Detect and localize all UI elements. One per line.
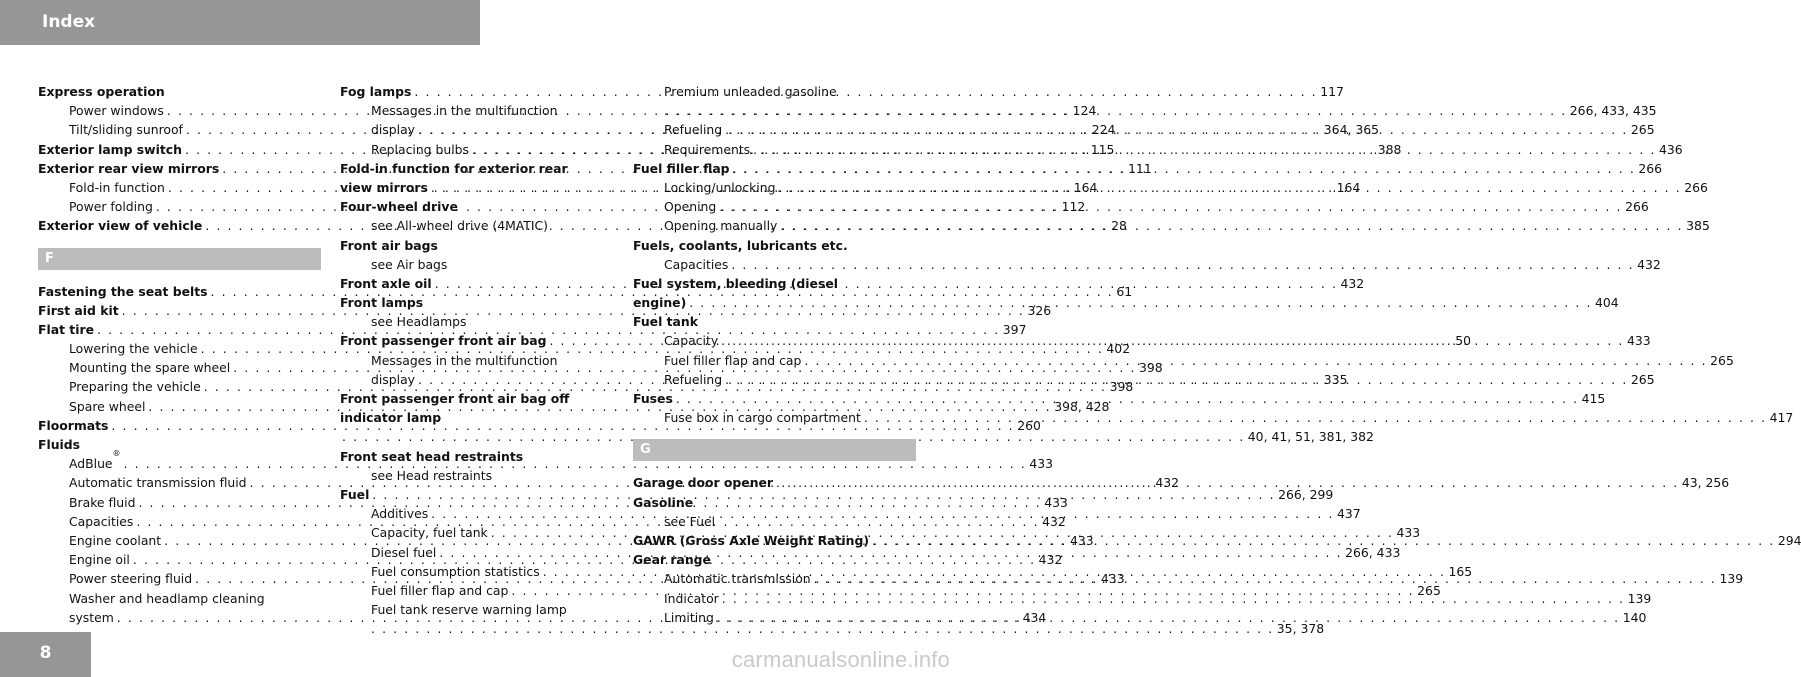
dot-leader — [775, 178, 1684, 197]
index-subentry — [633, 512, 916, 531]
page-reference: 433 — [1626, 333, 1651, 349]
index-term: Front seat head restraints — [340, 448, 524, 464]
header-bar — [0, 0, 480, 45]
index-term: AdBlue — [69, 456, 113, 472]
index-term: Fuel filler flap — [633, 160, 730, 176]
registered-mark: ® — [112, 449, 121, 459]
index-entry — [633, 236, 916, 255]
index-term: Washer and headlamp cleaning — [69, 590, 265, 606]
dot-leader — [811, 569, 1720, 588]
index-term: Locking/unlocking — [664, 179, 776, 195]
index-entry — [340, 447, 623, 466]
dot-leader — [728, 255, 1637, 274]
index-term: Fold-in function for exterior rear — [340, 160, 568, 176]
dot-leader — [673, 389, 1582, 408]
page-reference: 294 — [1777, 532, 1801, 548]
dot-leader — [722, 370, 1631, 389]
index-term: Brake fluid — [69, 494, 136, 510]
index-term: Tilt/sliding sunroof — [69, 122, 183, 138]
index-subentry — [340, 351, 623, 370]
index-term: GAWR (Gross Axle Weight Rating) — [633, 532, 870, 548]
page-reference: 417 — [1769, 410, 1794, 426]
page-title: Index — [42, 12, 96, 32]
dot-leader — [750, 140, 1659, 159]
page-reference: 266 — [1625, 199, 1649, 215]
page-reference: 35, 378 — [1276, 621, 1325, 637]
index-term: Fluids — [38, 437, 81, 452]
index-term: Gear range — [633, 552, 711, 568]
index-term: Front air bags — [340, 237, 438, 253]
index-entry — [633, 550, 916, 569]
index-term: Fuels, coolants, lubricants etc. — [633, 237, 848, 253]
page-number-box — [0, 632, 91, 677]
index-term: Preparing the vehicle — [69, 379, 201, 395]
index-term: Power windows — [69, 103, 164, 119]
index-subentry — [340, 312, 623, 331]
index-term: Engine coolant — [69, 532, 162, 548]
index-subentry — [633, 255, 1661, 274]
index-term: Diesel fuel — [371, 544, 437, 560]
index-term: display — [371, 371, 415, 387]
page-reference: 265 — [1630, 371, 1655, 387]
page-reference: 404 — [1595, 295, 1619, 311]
index-term: Refueling — [664, 371, 723, 387]
page-reference: 139 — [1627, 590, 1652, 606]
page-reference: 433 — [1069, 532, 1094, 548]
watermark: carmanualsonline.info — [731, 647, 950, 672]
index-subentry — [340, 600, 623, 619]
page-reference: 364, 365 — [1323, 122, 1379, 138]
index-entry — [340, 389, 623, 408]
index-term: Capacities — [69, 513, 134, 529]
page-reference: 165 — [1448, 563, 1473, 579]
index-entry — [633, 493, 916, 512]
page-reference: 433 — [1396, 525, 1421, 541]
dot-leader — [861, 408, 1770, 427]
index-term: Mounting the spare wheel — [69, 360, 231, 376]
dot-leader — [718, 331, 1627, 350]
index-term: Opening — [664, 199, 717, 215]
page-reference: 432 — [1042, 513, 1066, 529]
page-reference: 433 — [1044, 494, 1068, 510]
page-reference: 398 — [1138, 360, 1163, 376]
index-term: see Air bags — [371, 256, 448, 272]
index-term: Fuses — [633, 391, 673, 406]
index-term: Opening manually — [664, 218, 778, 234]
page-reference: 265 — [1630, 122, 1655, 138]
index-term: see All-wheel drive (4MATIC) — [371, 218, 549, 234]
page-reference: 437 — [1336, 506, 1361, 522]
page-reference: 117 — [1320, 84, 1344, 99]
index-term: Refueling — [664, 122, 723, 138]
index-subentry — [340, 101, 623, 120]
page-reference: 335 — [1323, 371, 1348, 387]
index-term: Flat tire — [38, 321, 94, 337]
page-reference: 415 — [1581, 391, 1606, 406]
index-term: Power steering fluid — [69, 571, 193, 587]
dot-leader — [722, 120, 1631, 139]
index-term: Four-wheel drive — [340, 199, 458, 215]
page-reference: 140 — [1622, 609, 1647, 625]
index-entry — [38, 82, 321, 101]
page-reference: 432 — [1155, 475, 1179, 491]
index-term: Exterior lamp switch — [38, 141, 182, 157]
page-reference: 266 — [1638, 160, 1663, 176]
index-term: Floormats — [38, 417, 109, 433]
page-reference: 402 — [1106, 341, 1131, 357]
index-term: indicator lamp — [340, 410, 442, 426]
index-term: Messages in the multifunction — [371, 103, 558, 119]
index-term: Fuel filler flap and cap — [371, 582, 509, 598]
page-reference: 115 — [1090, 141, 1115, 157]
dot-leader — [777, 216, 1686, 235]
index-term: Fog lamps — [340, 84, 412, 99]
index-entry — [340, 408, 623, 427]
index-term: Lowering the vehicle — [69, 341, 198, 357]
index-term: Requirements — [664, 141, 751, 157]
dot-leader — [730, 159, 1639, 178]
index-term: Indicator — [664, 590, 719, 606]
index-term: Engine oil — [69, 552, 130, 568]
index-term: Automatic transmission fluid — [69, 475, 247, 491]
index-term: Limiting — [664, 609, 714, 625]
index-subentry — [633, 82, 916, 101]
index-entry — [340, 236, 623, 255]
dot-leader — [719, 589, 1628, 608]
index-entry — [340, 197, 623, 216]
index-term: Garage door opener — [633, 475, 774, 491]
page-reference: 432 — [1038, 552, 1063, 568]
section-header — [38, 248, 321, 270]
page-reference: 112 — [1061, 199, 1086, 215]
page-reference: 139 — [1719, 571, 1744, 587]
page-reference: 432 — [1637, 256, 1661, 272]
page-reference: 388 — [1377, 141, 1402, 157]
index-term: Front passenger front air bag off — [340, 391, 570, 406]
index-term: Capacities — [664, 256, 729, 272]
index-term: Power folding — [69, 199, 153, 215]
dot-leader — [869, 531, 1778, 550]
page-reference: 398, 428 — [1054, 398, 1110, 414]
index-entry — [633, 312, 916, 331]
dot-leader — [686, 293, 1595, 312]
index-entry — [633, 473, 1730, 492]
index-term: engine) — [633, 295, 687, 311]
index-subentry — [340, 216, 623, 235]
dot-leader — [664, 101, 1570, 120]
index-term: Fuel filler flap and cap — [664, 352, 802, 368]
index-term: Fastening the seat belts — [38, 283, 208, 299]
index-term: see Head restraints — [371, 467, 493, 483]
index-entry — [633, 274, 916, 293]
page-reference: 266, 433 — [1345, 544, 1401, 560]
page-reference: 433 — [1100, 571, 1125, 587]
page-reference: 266, 433, 435 — [1569, 103, 1657, 119]
page-reference: 433 — [1029, 456, 1053, 472]
index-term: Capacity, fuel tank — [371, 525, 488, 541]
index-page-ref-line — [340, 619, 1325, 638]
index-term: Replacing bulbs — [371, 141, 469, 157]
index-term: Capacity — [664, 333, 719, 349]
index-term: Automatic transmission — [664, 571, 811, 587]
page-reference: 40, 41, 51, 381, 382 — [1247, 429, 1374, 445]
page-reference: 265 — [1710, 352, 1734, 368]
index-term: Additives — [371, 506, 429, 522]
section-letter: F — [45, 250, 54, 266]
index-term: display — [371, 122, 415, 138]
index-term: Premium unleaded gasoline — [664, 84, 837, 99]
page-reference: 398 — [1109, 379, 1134, 395]
index-term: Front lamps — [340, 295, 424, 311]
page-reference: 164 — [1336, 179, 1361, 195]
index-term: First aid kit — [38, 302, 119, 318]
page-reference: 265 — [1417, 582, 1441, 598]
section-letter: G — [640, 442, 651, 458]
dot-leader — [773, 473, 1682, 492]
dot-leader — [716, 197, 1625, 216]
index-entry — [340, 293, 623, 312]
dot-leader — [714, 608, 1623, 627]
page-reference: 43, 256 — [1681, 475, 1730, 491]
page-reference: 397 — [1002, 321, 1027, 337]
index-term: Express operation — [38, 84, 165, 99]
index-term: Fuel tank — [633, 314, 698, 330]
page-reference: 111 — [1128, 160, 1152, 176]
page-reference: 436 — [1658, 141, 1683, 157]
page-reference: 434 — [1022, 609, 1047, 625]
index-term: Fuel — [340, 486, 370, 502]
page-reference: 164 — [1073, 179, 1098, 195]
section-header — [633, 439, 916, 461]
page-reference: 28 — [1111, 218, 1127, 234]
page-reference: 266 — [1684, 179, 1708, 195]
index-subentry — [38, 589, 321, 608]
index-term: Fuse box in cargo compartment — [664, 410, 861, 426]
dot-leader — [801, 351, 1710, 370]
page-reference: 432 — [1340, 275, 1365, 291]
page-reference: 124 — [1072, 103, 1097, 119]
index-term: Fuel system, bleeding (diesel — [633, 275, 838, 291]
page-reference: 224 — [1091, 122, 1116, 138]
index-subentry — [340, 255, 623, 274]
index-term: Fuel consumption statistics — [371, 563, 540, 579]
index-term: Fold-in function — [69, 179, 165, 195]
index-subentry — [340, 466, 623, 485]
page-reference: 50 — [1455, 333, 1472, 349]
index-page-ref-line — [340, 427, 1374, 446]
index-term: Gasoline — [633, 494, 694, 510]
index-entry — [340, 159, 623, 178]
index-entry — [38, 435, 321, 454]
index-term: see Fuel — [664, 513, 716, 529]
page-reference: 385 — [1686, 218, 1710, 234]
page-reference: 326 — [1027, 302, 1052, 318]
index-term: Exterior rear view mirrors — [38, 160, 220, 176]
index-term: Front axle oil — [340, 275, 432, 291]
index-term: see Headlamps — [371, 314, 467, 330]
index-term: Messages in the multifunction — [371, 352, 558, 368]
index-term: Exterior view of vehicle — [38, 218, 203, 234]
index-term: view mirrors — [340, 179, 428, 195]
page-reference: 61 — [1116, 283, 1133, 299]
index-term: Front passenger front air bag — [340, 333, 547, 349]
index-term: system — [69, 609, 114, 625]
index-term: Spare wheel — [69, 398, 146, 414]
page-number: 8 — [39, 643, 52, 663]
index-term: Fuel tank reserve warning lamp — [371, 602, 567, 618]
page-reference: 260 — [1017, 417, 1041, 433]
page-reference: 266, 299 — [1278, 486, 1334, 502]
